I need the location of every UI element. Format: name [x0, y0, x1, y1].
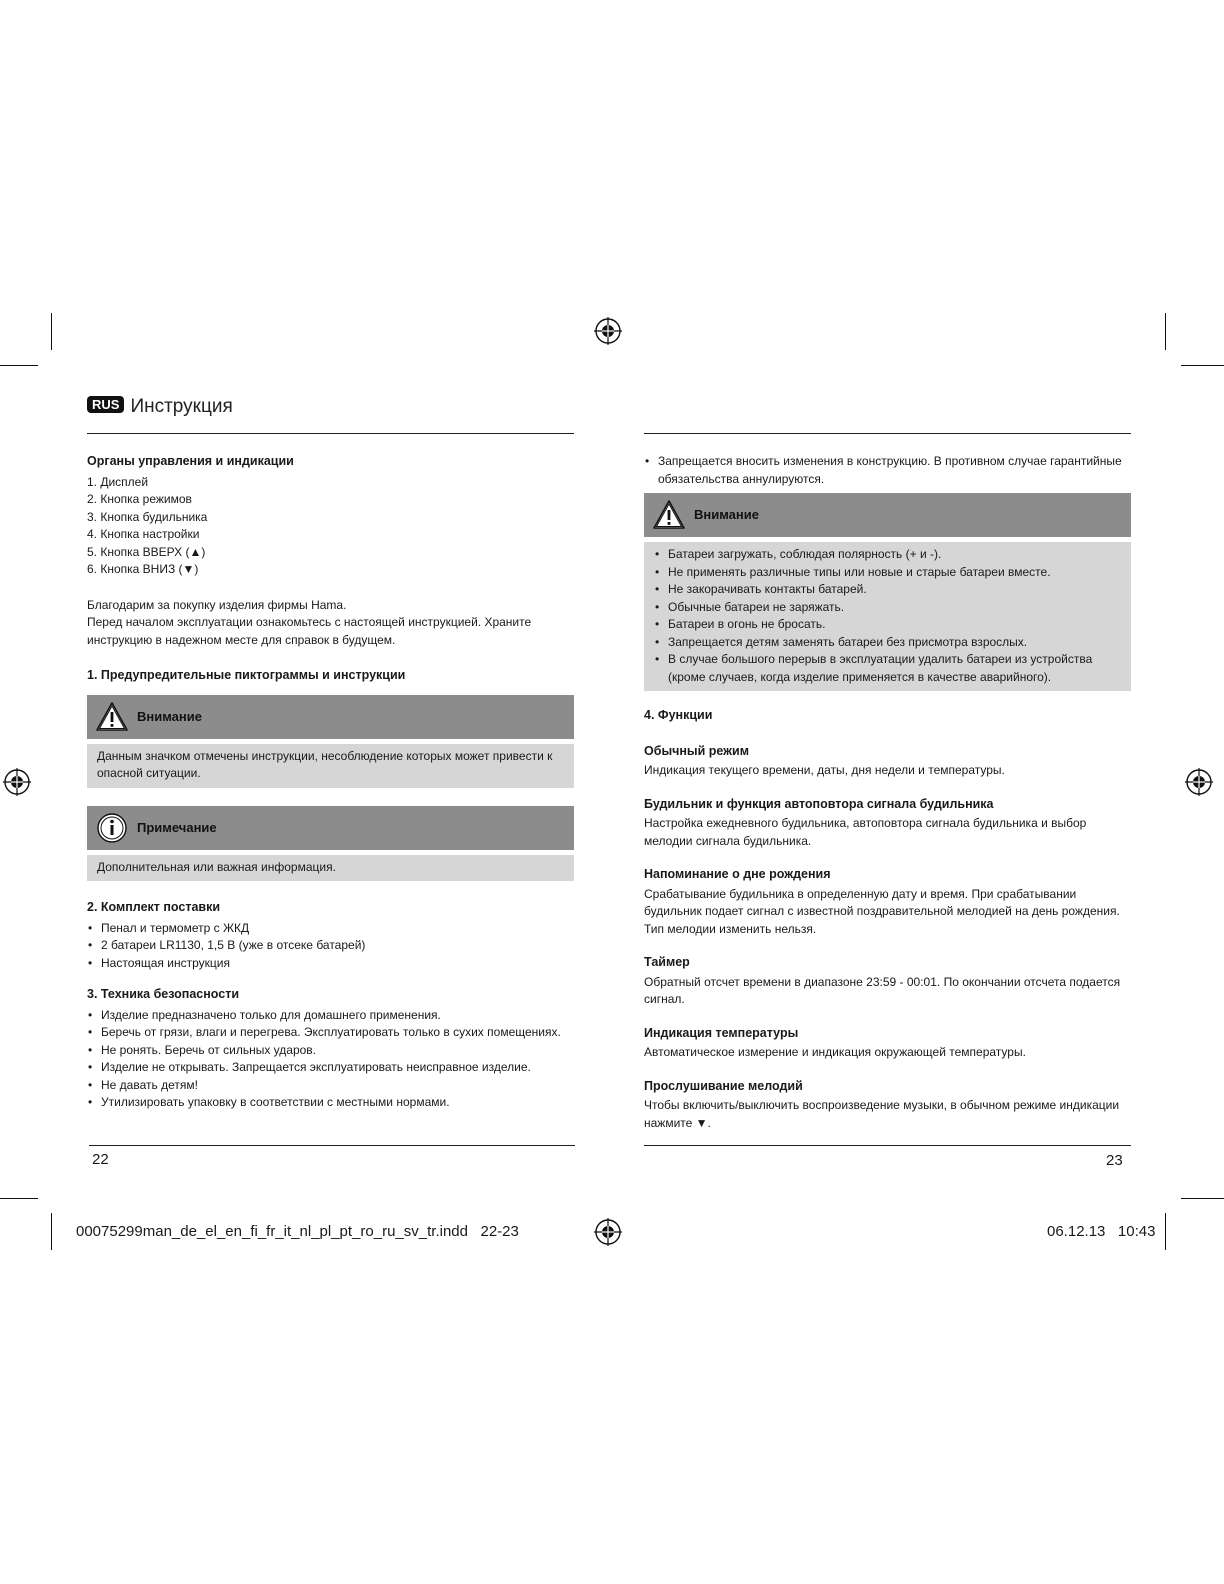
- list-item: • Запрещается вносить изменения в конструкцию. В противном случае гарантийные обязательства аннулируются.: [644, 453, 1131, 488]
- page-header: [87, 396, 233, 418]
- warning-box-body: [87, 744, 574, 788]
- warning-triangle-icon: [652, 498, 686, 532]
- subsection-title: Будильник и функция автоповтора сигнала будильника: [644, 796, 994, 811]
- subsection-title: Напоминание о дне рождения: [644, 867, 831, 881]
- right-column: [644, 453, 1131, 1132]
- list-item: 6. Кнопка ВНИЗ (▼): [87, 562, 199, 576]
- list-item: • Не ронять. Беречь от сильных ударов.: [87, 1042, 574, 1060]
- list-item: • Не применять различные типы или новые и старые батареи вместе.: [654, 564, 1121, 582]
- list-item: 3. Кнопка будильника: [87, 509, 208, 524]
- intro-text: Перед началом эксплуатации ознакомьтесь с настоящей инструкцией. Храните инструкцию в надежном месте для справок в будущем.: [87, 615, 532, 647]
- warning-box-header: [644, 493, 1131, 537]
- warning-title: Внимание: [694, 507, 759, 523]
- safety-list: [87, 1007, 574, 1112]
- crop-mark: [1165, 313, 1166, 350]
- subsection-text: Обратный отсчет времени в диапазоне 23:59 - 00:01. По окончании отсчета подается сигнал.: [644, 974, 1121, 1006]
- section2-heading: 2. Комплект поставки: [87, 900, 221, 914]
- crop-mark: [0, 365, 38, 366]
- warning-text: Данным значком отмечены инструкции, несоблюдение которых может привести к опасной ситуации.: [97, 748, 553, 780]
- section4-heading: 4. Функции: [644, 708, 713, 722]
- crop-mark: [0, 1198, 38, 1199]
- info-icon: [95, 811, 129, 845]
- slug-filename: 00075299man_de_el_en_fi_fr_it_nl_pl_pt_ro_ru_sv_tr.indd 22-23: [76, 1223, 519, 1240]
- list-item: • Изделие не открывать. Запрещается эксплуатировать неисправное изделие.: [87, 1059, 574, 1077]
- note-title: Примечание: [137, 819, 217, 835]
- list-item: • В случае большого перерыв в эксплуатации удалить батареи из устройства (кроме случаев, когда изделие применяется в качестве аварийного).: [654, 651, 1121, 686]
- list-item: 5. Кнопка ВВЕРХ (▲): [87, 544, 206, 559]
- warning-title: Внимание: [137, 708, 202, 724]
- registration-mark-icon: [594, 1218, 622, 1246]
- list-item: • Не закорачивать контакты батарей.: [654, 581, 1121, 599]
- slug-time-value: 10:43: [1117, 1223, 1156, 1240]
- subsection-text: Индикация текущего времени, даты, дня недели и температуры.: [644, 763, 1005, 777]
- section3-heading: 3. Техника безопасности: [87, 987, 240, 1001]
- registration-mark-icon: [1185, 768, 1213, 796]
- warning-triangle-icon: [95, 700, 129, 734]
- header-rule: [644, 433, 1131, 434]
- list-item: • Запрещается детям заменять батареи без присмотра взрослых.: [654, 634, 1121, 652]
- subsection-title: Таймер: [644, 955, 690, 969]
- subsection-text: Настройка ежедневного будильника, автоповтора сигнала будильника и выбор мелодии сигнала будильника.: [644, 816, 1087, 848]
- controls-heading: Органы управления и индикации: [87, 454, 294, 468]
- list-item: • Батареи в огонь не бросать.: [654, 616, 1121, 634]
- list-item: • Настоящая инструкция: [87, 955, 574, 973]
- list-item: • Изделие предназначено только для домашнего применения.: [87, 1007, 574, 1025]
- page-number-right: 23: [1106, 1152, 1123, 1169]
- list-item: • Беречь от грязи, влаги и перегрева. Эксплуатировать только в сухих помещениях.: [87, 1024, 574, 1042]
- footer-rule: [644, 1145, 1131, 1146]
- list-item: • Пенал и термометр с ЖКД: [87, 920, 574, 938]
- list-item: 1. Дисплей: [87, 474, 149, 489]
- left-column: [87, 453, 574, 1112]
- list-item: 4. Кнопка настройки: [87, 527, 200, 541]
- battery-warning-box: [644, 493, 1131, 691]
- slug-date-value: 06.12.13: [1047, 1223, 1106, 1240]
- slug-date: [1047, 1223, 1155, 1240]
- note-box: [87, 806, 574, 882]
- list-item: • Утилизировать упаковку в соответствии с местными нормами.: [87, 1094, 574, 1112]
- subsection-title: Прослушивание мелодий: [644, 1078, 803, 1093]
- header-rule: [87, 433, 574, 434]
- subsection-title: Обычный режим: [644, 743, 749, 758]
- subsection-text: Чтобы включить/выключить воспроизведение музыки, в обычном режиме индикации нажмите ▼.: [644, 1098, 1120, 1130]
- subsection-text: Автоматическое измерение и индикация окружающей температуры.: [644, 1045, 1026, 1059]
- crop-mark: [1165, 1213, 1166, 1250]
- language-badge: RUS: [87, 396, 124, 413]
- warning-box-header: [87, 695, 574, 739]
- note-box-body: [87, 855, 574, 882]
- crop-mark: [51, 313, 52, 350]
- registration-mark-icon: [594, 317, 622, 345]
- list-item: • 2 батареи LR1130, 1,5 В (уже в отсеке батарей): [87, 937, 574, 955]
- list-item: • Батареи загружать, соблюдая полярность (+ и -).: [654, 546, 1121, 564]
- controls-list: [87, 474, 574, 579]
- crop-mark: [1181, 365, 1224, 366]
- page-number-left: 22: [92, 1151, 109, 1168]
- section1-heading: 1. Предупредительные пиктограммы и инструкции: [87, 668, 406, 682]
- note-box-header: [87, 806, 574, 850]
- page-title: Инструкция: [130, 396, 233, 417]
- note-text: Дополнительная или важная информация.: [97, 859, 336, 874]
- subsection-text: Срабатывание будильника в определенную дату и время. При срабатывании будильник подает сигнал с известной поздравительной мелодией на день рождения. Тип мелодии изменить нельзя.: [644, 886, 1120, 936]
- warning-box: [87, 695, 574, 788]
- subsection-title: Индикация температуры: [644, 1025, 799, 1040]
- footer-rule: [89, 1145, 575, 1146]
- list-item: • Обычные батареи не заряжать.: [654, 599, 1121, 617]
- registration-mark-icon: [3, 768, 31, 796]
- crop-mark: [51, 1213, 52, 1250]
- delivery-list: [87, 920, 574, 973]
- list-item: 2. Кнопка режимов: [87, 492, 192, 506]
- top-bullet-list: [644, 453, 1131, 488]
- list-item: • Не давать детям!: [87, 1077, 574, 1095]
- intro-text: Благодарим за покупку изделия фирмы Hama.: [87, 597, 347, 612]
- crop-mark: [1181, 1198, 1224, 1199]
- battery-warning-list: [644, 542, 1131, 691]
